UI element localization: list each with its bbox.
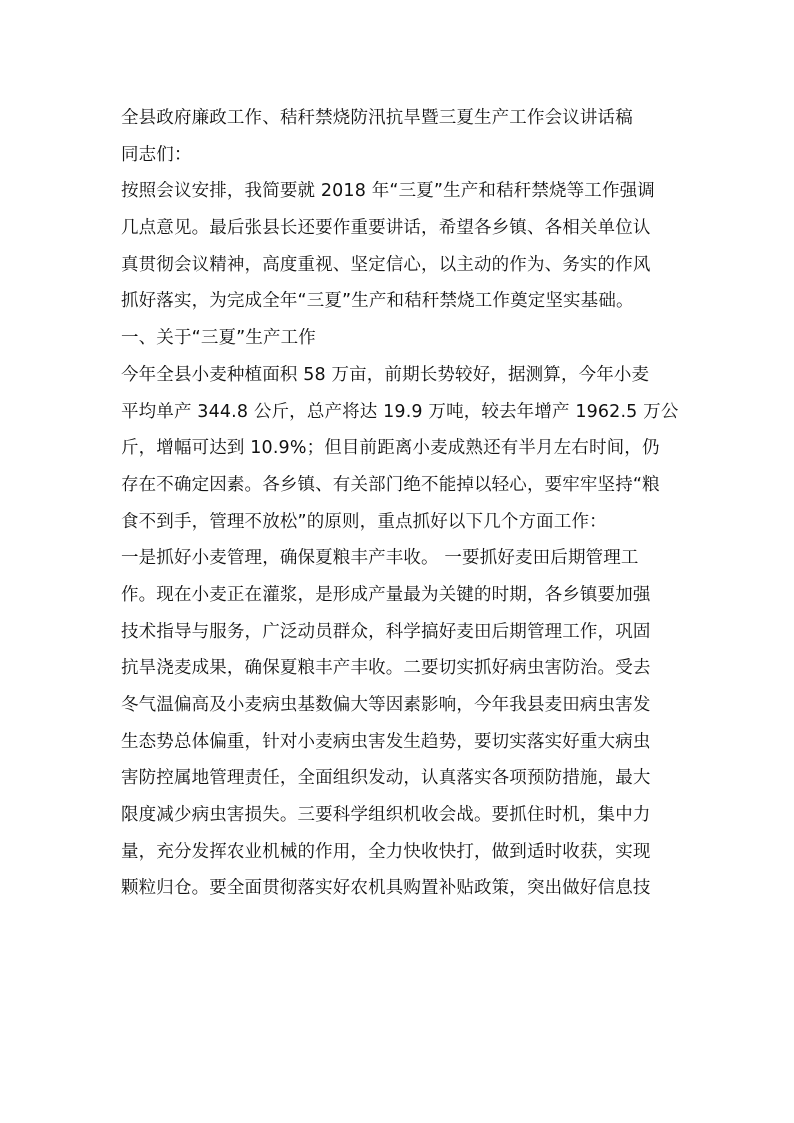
text-line: 冬气温偏高及小麦病虫基数偏大等因素影响，今年我县麦田病虫害发 (121, 695, 651, 715)
text-line: 真贯彻会议精神，高度重视、坚定信心，以主动的作为、务实的作风 (121, 254, 651, 275)
text-line: 害防控属地管理责任，全面组织发动，认真落实各项预防措施，最大 (121, 768, 651, 789)
text-line: 技术指导与服务，广泛动员群众，科学搞好麦田后期管理工作，巩固 (121, 621, 651, 642)
text-line: 一是抓好小麦管理，确保夏粮丰产丰收。 一要抓好麦田后期管理工 (121, 548, 639, 569)
text-line: 食不到手，管理不放松”的原则，重点抓好以下几个方面工作： (121, 511, 607, 532)
text-line: 今年全县小麦种植面积 58 万亩，前期长势较好，据测算，今年小麦 (121, 364, 650, 385)
text-line: 作。现在小麦正在灌浆，是形成产量最为关键的时期，各乡镇要加强 (121, 584, 651, 605)
section-heading: 一、关于“三夏”生产工作 (121, 328, 316, 349)
text-line: 限度减少病虫害损失。三要科学组织机收会战。要抓住时机，集中力 (121, 805, 651, 826)
text-line: 抓好落实，为完成全年“三夏”生产和秸秆禁烧工作奠定坚实基础。 (121, 291, 634, 312)
text-line: 颗粒归仓。要全面贯彻落实好农机具购置补贴政策，突出做好信息技 (121, 878, 651, 899)
salutation: 同志们： (121, 144, 192, 165)
text-line: 抗旱浇麦成果，确保夏粮丰产丰收。二要切实抓好病虫害防治。受去 (121, 658, 651, 679)
text-line: 存在不确定因素。各乡镇、有关部门绝不能掉以轻心，要牢牢坚持“粮 (121, 474, 660, 495)
text-line: 平均单产 344.8 公斤，总产将达 19.9 万吨，较去年增产 1962.5 万公 (121, 401, 679, 422)
text-line: 生态势总体偏重，针对小麦病虫害发生趋势，要切实落实好重大病虫 (121, 731, 651, 752)
text-line: 几点意见。最后张县长还要作重要讲话，希望各乡镇、各相关单位认 (121, 218, 651, 239)
document-body (121, 100, 681, 907)
text-line: 按照会议安排，我简要就 2018 年“三夏”生产和秸秆禁烧等工作强调 (121, 181, 655, 202)
text-line: 量，充分发挥农业机械的作用，全力快收快打，做到适时收获，实现 (121, 841, 651, 862)
document-title: 全县政府廉政工作、秸秆禁烧防汛抗旱暨三夏生产工作会议讲话稿 (121, 108, 633, 128)
text-line: 斤，增幅可达到 10.9%；但目前距离小麦成熟还有半月左右时间，仍 (121, 438, 660, 459)
